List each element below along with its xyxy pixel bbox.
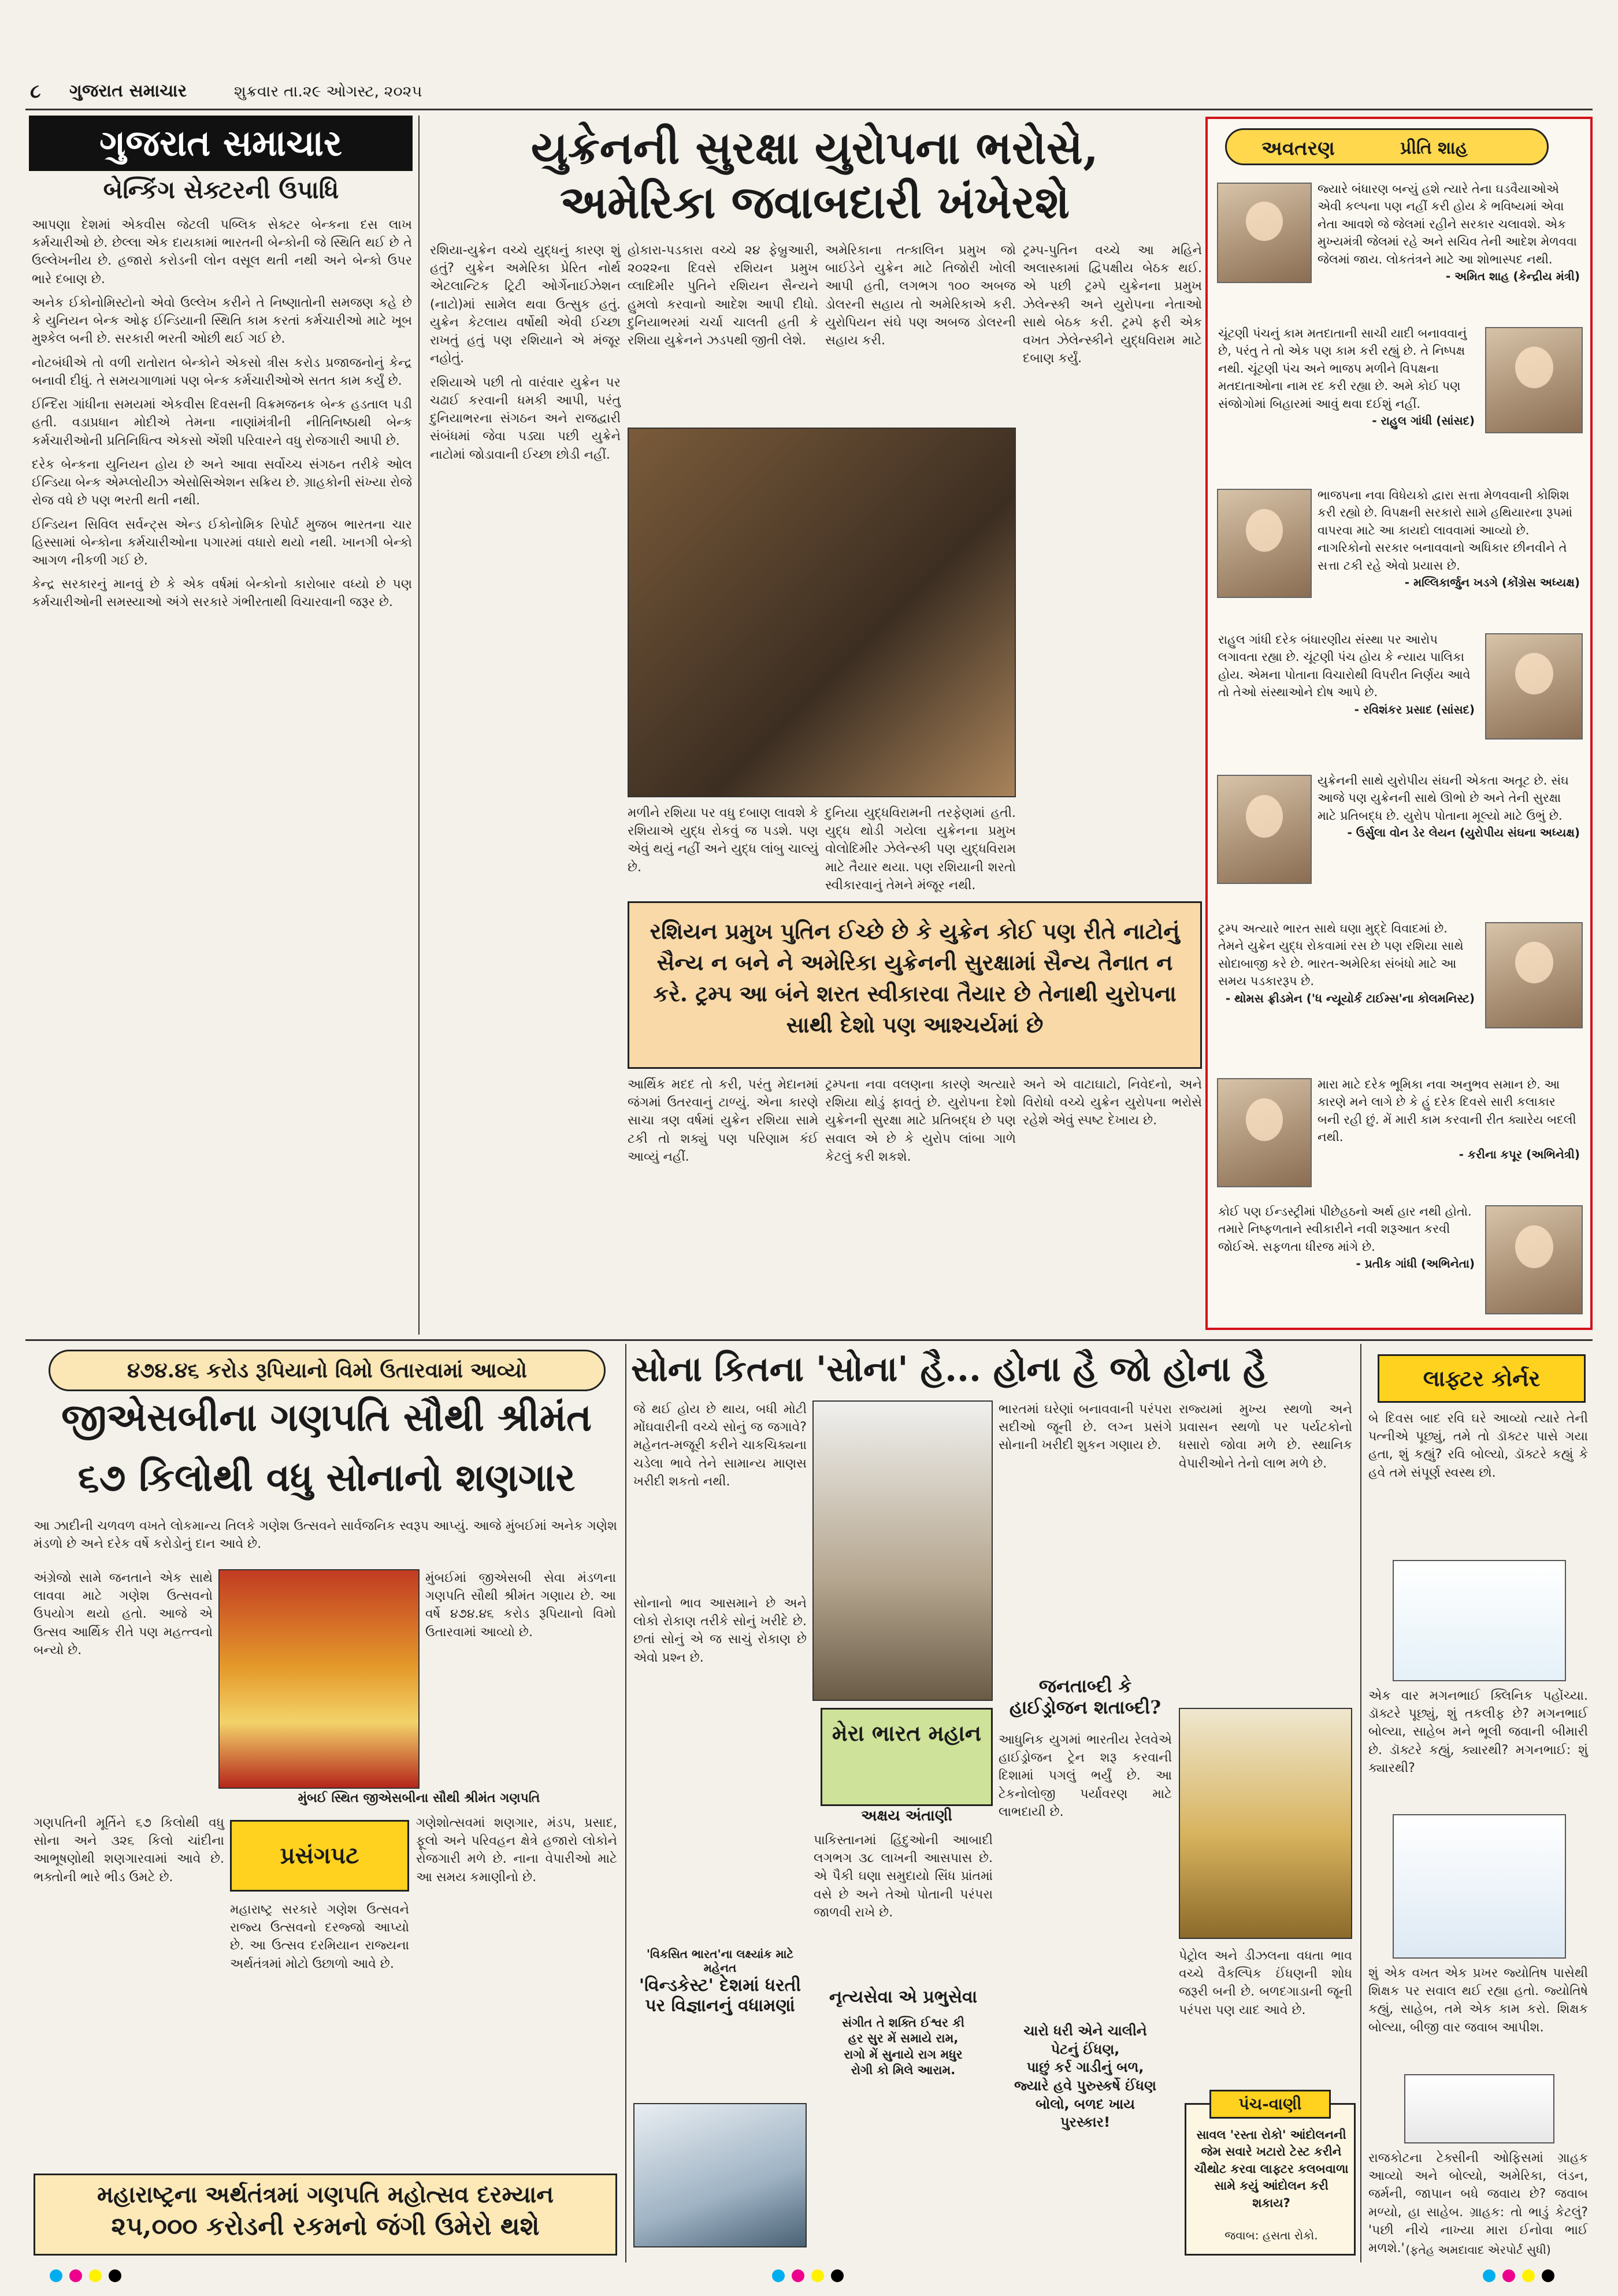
sona-para: સોનાનો ભાવ આસમાને છે અને લોકો રોકાણ તરીકે સોનું ખરીદે છે. છતાં સોનું એ જ સાચું રોકાણ છે એવો પ્રશ્ન છે. [633, 1596, 807, 1665]
section-rule [25, 1339, 1593, 1341]
ganpati-col-4 [230, 1901, 409, 2161]
quote-name: - પ્રતીક ગાંધી (અભિનેતા) [1356, 1257, 1475, 1271]
color-dot [89, 2269, 102, 2282]
pull-quote-text: રશિયન પ્રમુખ પુતિન ઈચ્છે છે કે યુક્રેન કોઈ પણ રીતે નાટોનું સૈન્ય ન બને ને અમેરિકા યુક્રેનની સુરક્ષામાં સૈન્ય તૈનાત ન કરે. ટ્રમ્પ આ બંને શરત સ્વીકારવા તૈયાર છે તેનાથી યુરોપના સાથી દેશો પણ આશ્ચર્યમાં છે [650, 918, 1180, 1038]
ukraine-col-4 [1023, 242, 1202, 877]
banking-title: બેન્કિંગ સેક્ટરની ઉપાધિ [103, 176, 339, 204]
ganpati-para: અંગ્રેજો સામે જનતાને એક સાથે લાવવા માટે ગણેશ ઉત્સવનો ઉપયોગ થયો હતો. આજે એ ઉત્સવ આર્થિક રીતે પણ મહત્ત્વનો બન્યો છે. [34, 1571, 213, 1658]
laughter-para: શું એક વખત એક પ્રખર જ્યોતિષ પાસેથી શિક્ષક પર સવાલ થઈ રહ્યા હતો. જ્યોતિષે કહ્યું, સાહેબ, તમે એક કામ કરો. શિક્ષક બોલ્યા, બીજી વાર જવાબ આપીશ. [1368, 1966, 1588, 2035]
sona-center-poem: ચારો ધરી એને ચાલીને પેટનું ઈંધણ, પાછું કર્ર ગાડીનું બળ, જ્યારે હવે પુરુસ્કર્ષે ઈંધણ બોલો, બળદ ખાય પુરસ્કાર! [1014, 2023, 1156, 2131]
ukraine-headline-2: અમેરિકા જવાબદારી ખંખેરશે [560, 176, 1070, 229]
ganpati-headline-1: જીએસબીના ગણપતિ સૌથી શ્રીમંત [61, 1395, 592, 1440]
ganpati-para: ગણપતિની મૂર્તિને ૬૭ કિલોથી વધુ સોના અને ૩૨૬ કિલો ચાંદીના આભૂષણોથી શણગારવામાં આવે છે. ભક્તોની ભારે ભીડ ઉમટે છે. [34, 1816, 224, 1885]
car-cartoon [1404, 2074, 1554, 2143]
ukraine-col-4c [1023, 1076, 1202, 1330]
ganpati-intro [34, 1517, 617, 1567]
quote-item [1318, 486, 1580, 625]
ukraine-para: રશિયા-યુક્રેન વચ્ચે યુદ્ધનું કારણ શું હતું? યુક્રેન અમેરિકા પ્રેરિત નોર્થ એટલાન્ટિક ટ્રિટી ઓર્ગેનાઈઝેશન (નાટો)માં સામેલ થવા ઉત્સુક હતું. યુક્રેન કેટલાય વર્ષોથી એવી ઈચ્છા રાખતું હતું પણ રશિયાને એ મંજૂર નહોતું. [430, 243, 621, 366]
sona-col-3 [999, 1400, 1172, 1666]
portrait-thomas-friedman [1485, 922, 1583, 1028]
sona-side-heading: જનતાબ્દી કે હાઈડ્રોજન શતાબ્દી? [1009, 1675, 1161, 1718]
avataran-tab [1225, 128, 1549, 165]
quote-text: ભાજપના નવા વિધેયકો દ્વારા સત્તા મેળવવાની કોશિશ કરી રહ્યો છે. વિપક્ષની સરકારો સામે હથિયારના રૂપમાં વાપરવા માટે આ કાયદો લાવવામાં આવ્યો છે. નાગરિકોનો સરકાર બનાવવાનો અધિકાર છીનવીને તે સત્તા ટકી રહે એવો પ્રયાસ છે. [1318, 488, 1573, 573]
quote-text: યુક્રેનની સાથે યુરોપીય સંઘની એકતા અતૂટ છે. સંઘ આજે પણ યુક્રેનની સાથે ઊભો છે અને તેની સુરક્ષા માટે પ્રતિબદ્ધ છે. યુરોપ પોતાના મૂલ્યો માટે ઉભું છે. [1318, 774, 1569, 823]
banking-para: કેન્દ્ર સરકારનું માનવું છે કે એક વર્ષમાં બેન્કોનો કારોબાર વધ્યો છે પણ કર્મચારીઓની સમસ્યાઓ અંગે સરકારે ગંભીરતાથી વિચારવાની જરૂર છે. [32, 577, 412, 610]
column-rule [625, 1344, 626, 2262]
ukraine-para: હોકારા-પડકારા વચ્ચે ૨૪ ફેબ્રુઆરી, ૨૦૨૨ના દિવસે રશિયન પ્રમુખ વ્લાદિમીર પુતિને રશિયન સૈન્યને હુમલો કરવાનો આદેશ આપી દીધો. દુનિયાભરમાં ચર્ચા ચાલતી હતી કે રશિયા યુક્રેનને ઝડપથી જીતી લેશે. [628, 243, 818, 348]
ganpati-kicker [49, 1350, 606, 1391]
laughter-para: રાજકોટના ટેક્સીની ઓફિસમાં ગ્રાહક આવ્યો અને બોલ્યો, અમેરિકા, લંડન, જર્મની, જાપાન બધે જવાય છે? જવાબ મળ્યો, હા સાહેબ. ગ્રાહક: તો ભાડું કેટલું? 'પછી નીચે નાખ્યા મારા ઈનોવા ભાઈ મળશે.' [1368, 2151, 1588, 2256]
panch-vani-text: સાવલ 'રસ્તા રોકો' આંદોલનની જેમ સવારે ખટારો ટેસ્ટ કરીને ચૌથોટ કરવા લાફ્ટર કલબવાળા સામે કયું આંદોલન કરી શકાય? [1194, 2128, 1349, 2210]
portrait-ursula-von-der-leyen [1217, 775, 1312, 884]
quote-name: - થોમસ ફ્રીડમેન ('ધ ન્યૂયોર્ક ટાઈમ્સ'ના કોલમનિસ્ટ) [1225, 991, 1475, 1005]
banking-para: અનેક ઈકોનોમિસ્ટોનો એવો ઉલ્લેખ કરીને તે નિષ્ણાતોની સમજણ કહે છે કે યુનિયન બેન્ક ઓફ ઈન્ડિયાની સ્થિતિ કામ કરતાં કર્મચારીઓ માટે ખૂબ મુશ્કેલ બની છે. સરકારી ભરતી ઓછી થઈ ગઈ છે. [32, 295, 412, 347]
quote-name: - ઉર્સુલા વોન ડેર લેયન (યુરોપીય સંઘના અધ્યક્ષ) [1347, 826, 1580, 840]
ukraine-para: અમેરિકાના તત્કાલિન પ્રમુખ જો બાઈડેને યુક્રેન માટે તિજોરી ખોલી આપી હતી, લગભગ ૧૦૦ અબજ ડોલરની સહાય તો અમેરિકાએ કરી. યુરોપિયન સંઘે પણ અબજ ડોલરની સહાય કરી. [825, 243, 1016, 348]
banking-para: ઈન્ડિયન સિવિલ સર્વન્ટ્સ એન્ડ ઈકોનોમિક રિપોર્ટ મુજબ ભારતના ચાર હિસ્સામાં બેન્કોના કર્મચારીઓના પગારમાં વધારો થયો નથી. ખાનગી બેન્કો આગળ નીકળી ગઈ છે. [32, 517, 412, 568]
portrait-amit-shah [1217, 183, 1312, 283]
ukraine-col-3 [825, 242, 1016, 423]
ganpati-para: આ ઝાદીની ચળવળ વખતે લોકમાન્ય તિલકે ગણેશ ઉત્સવને સાર્વજનિક સ્વરૂપ આપ્યું. આજે મુંબઈમાં અનેક ગણેશ મંડળો છે અને દરેક વર્ષે કરોડોનું દાન આવે છે. [34, 1519, 617, 1552]
color-dot [1483, 2269, 1495, 2282]
ukraine-para: આર્થિક મદદ તો કરી, પરંતુ મેદાનમાં જંગમાં ઉતરવાનું ટાળ્યું. એના કારણે સાચા ત્રણ વર્ષમાં યુક્રેન રશિયા સામે ટકી તો શક્યું પણ પરિણામ કંઈ આવ્યું નહીં. [628, 1078, 818, 1164]
sona-col-6 [999, 1731, 1172, 2014]
ukraine-para: ટ્રમ્પ-પુતિન વચ્ચે આ મહિને અલાસ્કામાં દ્વિપક્ષીય બેઠક થઈ. એ પછી ટ્રમ્પે યુક્રેનના પ્રમુખ ઝેલેન્સ્કી અને યુરોપના નેતાઓ સાથે બેઠક કરી. ટ્રમ્પે ફરી એક વખત ઝેલેન્સ્કીને યુદ્ધવિરામ માટે દબાણ કર્યું. [1023, 243, 1202, 366]
banking-para: ઈન્દિરા ગાંધીના સમયમાં એકવીસ દિવસની વિક્રમજનક બેન્ક હડતાલ પડી હતી. વડાપ્રધાન મોદીએ તેમના નાણાંમંત્રીની નીતિનિષ્ઠાથી બેન્ક કર્મચારીઓની પ્રતિનિધિત્વ એકસો એંશી પરિવારને વધુ રોજગારી આપી છે. [32, 397, 412, 448]
sona-para: ભારતમાં ઘરેણાં બનાવવાની પરંપરા સદીઓ જૂની છે. લગ્ન પ્રસંગે સોનાની ખરીદી શુકન ગણાય છે. [999, 1402, 1172, 1453]
laughter-tag [1378, 1354, 1586, 1403]
quote-text: જ્યારે બંધારણ બન્યું હશે ત્યારે તેના ઘડવૈયાઓએ એવી કલ્પના પણ નહીં કરી હોય કે ભવિષ્યમાં એવા નેતા આવશે જે જેલમાં રહીને સરકાર ચલાવશે. એક મુખ્યમંત્રી જેલમાં રહે અને સચિવ તેની આદેશ મેળવવા જેલમાં જાય. લોકતંત્રને માટે આ શોભાસ્પદ નથી. [1318, 182, 1577, 266]
ganpati-idol-photo [218, 1569, 420, 1789]
sona-para: રાજ્યમાં મુખ્ય સ્થળો અને પ્રવાસન સ્થળો પર પર્યટકોનો ધસારો જોવા મળે છે. સ્થાનિક વેપારીઓને તેનો લાભ મળે છે. [1179, 1402, 1352, 1471]
ganpati-para: મુંબઈમાં જીએસબી સેવા મંડળના ગણપતિ સૌથી શ્રીમંત ગણાય છે. આ વર્ષે ૪૭૪.૪૬ કરોડ રૂપિયાનો વિમો ઉતારવામાં આવ્યો છે. [425, 1571, 616, 1640]
quote-item [1218, 1203, 1475, 1324]
ganpati-col-3 [34, 1814, 224, 2161]
ukraine-para: મળીને રશિયા પર વધુ દબાણ લાવશે કે રશિયાએ યુદ્ધ રોકવું જ પડશે. પણ એવું થયું નહીં અને યુદ્ધ લાંબુ ચાલ્યું છે. [628, 806, 818, 875]
ukraine-para: દુનિયા યુદ્ધવિરામની તરફેણમાં હતી. યુદ્ધ થોડી ગયેલા યુક્રેનના પ્રમુખ વોલોદિમીર ઝેલેન્સ્કી પણ યુદ્ધવિરામ માટે તૈયાર થયા. પણ રશિયાની શરતો સ્વીકારવાનું તેમને મંજૂર નથી. [825, 806, 1016, 893]
ganpati-para: મહારાષ્ટ્ર સરકારે ગણેશ ઉત્સવને રાજ્ય ઉત્સવનો દરજ્જો આપ્યો છે. આ ઉત્સવ દરમિયાન રાજ્યના અર્થતંત્રમાં મોટો ઉછાળો આવે છે. [230, 1903, 409, 1971]
ukraine-headline-1: યુક્રેનની સુરક્ષા યુરોપના ભરોસે, [530, 122, 1099, 174]
quote-item [1318, 1076, 1580, 1194]
prasangpat-tag [230, 1820, 409, 1892]
sona-poem-title: નૃત્યસેવા એ પ્રભુસેવા [829, 1987, 978, 2007]
ganpati-footer-headline-2: ૨૫,૦૦૦ કરોડની રકમનો જંગી ઉમેરો થશે [111, 2212, 540, 2241]
header-rule [25, 109, 1593, 110]
quote-name: - મલ્લિકાર્જુન ખડગે (કોંગ્રેસ અધ્યક્ષ) [1404, 575, 1580, 590]
color-dot [792, 2269, 804, 2282]
sona-cart-photo [1179, 1708, 1352, 1939]
laughter-col-1 [1368, 1410, 1588, 1557]
ukraine-para: ટ્રમ્પના નવા વલણના કારણે અત્યારે રશિયા થોડું ફાવતું છે. યુરોપના દેશો યુક્રેનની સુરક્ષા માટે પ્રતિબદ્ધ છે પણ સવાલ એ છે કે યુરોપ લાંબા ગાળે કેટલું કરી શકશે. [825, 1078, 1016, 1164]
masthead-logo [29, 116, 413, 171]
ukraine-meeting-photo [628, 428, 1016, 797]
banking-para: દરેક બેન્કના યુનિયન હોય છે અને આવા સર્વોચ્ચ સંગઠન તરીકે ઓલ ઈન્ડિયા બેન્ક એમ્પ્લોયીઝ એસોસિએશન સક્રિય છે. ગ્રાહકોની સંખ્યા રોજે રોજ વધે છે પણ ભરતી થતી નથી. [32, 457, 412, 508]
mera-bharat-tag [821, 1708, 993, 1806]
panch-vani-box [1185, 2094, 1356, 2256]
header-dateline: શુક્રવાર તા.૨૯ ઓગસ્ટ, ૨૦૨૫ [234, 83, 422, 101]
sona-man-photo [812, 1400, 993, 1701]
banking-para: આપણા દેશમાં એકવીસ જેટલી પબ્લિક સેક્ટર બેન્કના દસ લાખ કર્મચારીઓ છે. છેલ્લા એક દાયકામાં ભારતની બેન્કોની જે સ્થિતિ થઈ છે તે ઉલ્લેખનીય છે. હજારો કરોડની લોન વસૂલ થતી નથી અને બેન્કો ઉપર ભારે દબાણ છે. [32, 218, 412, 287]
sona-para: જે થઈ હોય છે થાય, બધી મોટી મોંઘવારીની વચ્ચે સોનું જ જગાવે? મહેનત-મજૂરી કરીને ચાકચિક્યના ચડેલા ભાવે તેને સામાન્ય માણસ ખરીદી શકતો નથી. [633, 1402, 807, 1489]
banking-para: નોટબંધીએ તો વળી રાતોરાત બેન્કોને એકસો ત્રીસ કરોડ પ્રજાજનોનું કેન્દ્ર બનાવી દીધું. તે સમયગાળામાં પણ બેન્ક કર્મચારીઓએ સતત કામ કર્યું છે. [32, 355, 412, 388]
ganpati-footer-box [34, 2174, 617, 2256]
sona-photo-caption: 'વિકસિત ભારત'ના લક્ષ્યાંક માટે મહેનત [646, 1947, 794, 1975]
column-rule [418, 116, 420, 1335]
header-paper-name: ગુજરાત સમાચાર [69, 81, 187, 101]
sona-poem: સંગીત તે શક્તિ ઈશ્વર કી હર સુર મેં સમાયે રામ, રાગો મેં સુનાયે રાગ મધુર રોગી કો મિલે આરામ. [842, 2016, 964, 2077]
doctor-cartoon [1393, 1560, 1566, 1681]
color-dot [50, 2269, 62, 2282]
laughter-para: બે દિવસ બાદ રવિ ઘરે આવ્યો ત્યારે તેની પત્નીએ પૂછ્યું, તમે તો ડૉક્ટર પાસે ગયા હતા, શું કહ્યું? રવિ બોલ્યો, ડૉક્ટરે કહ્યું કે હવે તમે સંપૂર્ણ સ્વસ્થ છો. [1368, 1411, 1588, 1480]
quote-text: ટ્રમ્પ અત્યારે ભારત સાથે ઘણા મુદ્દે વિવાદમાં છે. તેમને યુક્રેન યુદ્ધ રોકવામાં રસ છે પણ રશિયા સાથે સોદાબાજી કરે છે. ભારત-અમેરિકા સંબંધો માટે આ સમય પડકારરૂપ છે. [1218, 922, 1464, 989]
laughter-col-2 [1368, 1687, 1588, 1808]
color-dot [69, 2269, 82, 2282]
prasangpat-tag-text: પ્રસંગપટ [280, 1842, 359, 1869]
masthead-logo-text: ગુજરાત સમાચાર [99, 122, 342, 164]
ukraine-col-1 [430, 242, 621, 1328]
quote-text: ચૂંટણી પંચનું કામ મતદાતાની સાચી યાદી બનાવવાનું છે, પરંતુ તે તો એક પણ કામ કરી રહ્યું છે. તે નિષ્પક્ષ નથી. ચૂંટણી પંચ અને ભાજપ મળીને વિપક્ષના મતદાતાઓના નામ રદ કરી રહ્યા છે. અમે કોઈ પણ સંજોગોમાં બિહારમાં આવું થવા દઈશું નહીં. [1218, 326, 1467, 411]
ukraine-col-3b [825, 804, 1016, 897]
ganpati-col-5 [416, 1814, 617, 2161]
confused-man-cartoon [1393, 1814, 1566, 1959]
sona-para: આધુનિક યુગમાં ભારતીય રેલવેએ હાઈડ્રોજન ટ્રેન શરૂ કરવાની દિશામાં પગલું ભર્યું છે. આ ટેકનોલોજી પર્યાવરણ માટે લાભદાયી છે. [999, 1733, 1172, 1819]
ukraine-col-2b [628, 804, 818, 897]
quote-item [1318, 180, 1580, 316]
sona-headline: સોના કિતના 'સોના' હૈ... હોના હૈ જો હોના હૈ [631, 1349, 1268, 1390]
sona-hospital-photo [633, 2103, 807, 2247]
column-rule [1360, 1344, 1361, 2262]
laughter-para: એક વાર મગનભાઈ ક્લિનિક પહોંચ્યા. ડૉક્ટરે પૂછ્યું, શું તકલીફ છે? મગનભાઈ બોલ્યા, સાહેબ મને ભૂલી જવાની બીમારી છે. ડૉક્ટરે કહ્યું, ક્યારથી? મગનભાઈ: શું ક્યારથી? [1368, 1689, 1588, 1775]
portrait-kareena-kapoor [1217, 1078, 1312, 1187]
portrait-rahul-gandhi [1485, 327, 1583, 433]
color-dot [772, 2269, 785, 2282]
sona-col-4 [1179, 1400, 1352, 1701]
ganpati-para: ગણેશોત્સવમાં શણગાર, મંડપ, પ્રસાદ, ફૂલો અને પરિવહન ક્ષેત્રે હજારો લોકોને રોજગારી મળે છે. નાના વેપારીઓ માટે આ સમય કમાણીનો છે. [416, 1816, 617, 1885]
ganpati-footer-headline-1: મહારાષ્ટ્રના અર્થતંત્રમાં ગણપતિ મહોત્સવ દરમ્યાન [97, 2181, 554, 2208]
sona-para: પાકિસ્તાનમાં હિંદુઓની આબાદી લગભગ ૩૮ લાખની આસપાસ છે. એ પૈકી ઘણા સમુદાયો સિંધ પ્રાંતમાં વસે છે અને તેઓ પોતાની પરંપરા જાળવી રાખે છે. [814, 1833, 993, 1920]
ukraine-col-3c [825, 1076, 1016, 1330]
sona-col-1 [633, 1400, 807, 1591]
color-dot [811, 2269, 824, 2282]
laughter-col-3 [1368, 1964, 1588, 2068]
sona-col-2 [633, 1595, 807, 1768]
ganpati-col-1 [34, 1569, 213, 1789]
color-dot [1502, 2269, 1515, 2282]
quote-text: રાહુલ ગાંધી દરેક બંધારણીય સંસ્થા પર આરોપ લગાવતા રહ્યા છે. ચૂંટણી પંચ હોય કે ન્યાય પાલિકા હોય. એમના પોતાના વિચારોથી વિપરીત નિર્ણય આવે તો તેઓ સંસ્થાઓને દોષ આપે છે. [1218, 633, 1471, 700]
sona-sub-headline: 'વિન્ડકેસ્ટ' દેશમાં ધરતી પર વિજ્ઞાનનું વધામણાં [639, 1975, 801, 2016]
sona-para: પેટ્રોલ અને ડીઝલના વધતા ભાવ વચ્ચે વૈકલ્પિક ઈંધણની શોધ જરૂરી બની છે. બળદગાડાની જૂની પરંપરા પણ યાદ આવે છે. [1179, 1949, 1352, 2018]
panch-vani-title: પંચ-વાણી [1209, 2090, 1331, 2119]
quote-item [1218, 325, 1475, 472]
registration-dots-right [1479, 2269, 1558, 2284]
color-dot [1542, 2269, 1554, 2282]
quote-item [1218, 920, 1475, 1064]
color-dot [109, 2269, 121, 2282]
quote-name: - રાહુલ ગાંધી (સાંસદ) [1372, 414, 1475, 428]
ganpati-kicker-text: ૪૭૪.૪૬ કરોડ રૂપિયાનો વિમો ઉતારવામાં આવ્યો [127, 1358, 527, 1383]
ukraine-col-2 [628, 242, 818, 423]
quote-item [1218, 631, 1475, 764]
panch-vani-credit: જવાબ: હસતા રોકો. [1224, 2228, 1318, 2242]
quote-text: મારા માટે દરેક ભૂમિકા નવા અનુભવ સમાન છે. આ કારણે મને લાગે છે કે હું દરેક દિવસે સારી કલાકાર બની રહી છું. મેં મારી કામ કરવાની રીત ક્યારેય બદલી નથી. [1318, 1078, 1576, 1145]
registration-dots-left [46, 2269, 125, 2284]
laughter-title: લાફ્ટર કોર્નર [1423, 1365, 1541, 1391]
quote-name: - રવિશંકર પ્રસાદ (સાંસદ) [1354, 702, 1475, 716]
color-dot [831, 2269, 844, 2282]
column-author: અક્ષય અંતાણી [861, 1807, 952, 1825]
portrait-pratik-gandhi [1485, 1205, 1583, 1314]
avataran-title: અવતરણ [1261, 137, 1335, 160]
color-dot [1522, 2269, 1535, 2282]
quote-name: - અમિત શાહ (કેન્દ્રીય મંત્રી) [1445, 269, 1580, 284]
ukraine-para: અને એ વાટાઘાટો, નિવેદનો, અને વિરોધો વચ્ચે યુક્રેન યુરોપના ભરોસે રહેશે એવું સ્પષ્ટ દેખાય છે. [1023, 1078, 1202, 1128]
mera-bharat-title: મેરા ભારત મહાન [832, 1720, 982, 1746]
ukraine-pull-quote [628, 901, 1202, 1069]
quote-text: કોઈ પણ ઈન્ડસ્ટ્રીમાં પીછેહઠનો અર્થ હાર નથી હોતો. તમારે નિષ્ફળતાને સ્વીકારીને નવી શરૂઆત કરવી જોઈએ. સફળતા ધીરજ માંગે છે. [1218, 1205, 1472, 1254]
portrait-mallikarjun-kharge [1217, 489, 1312, 598]
ganpati-col-2 [425, 1569, 616, 1789]
ukraine-para: રશિયાએ પછી તો વારંવાર યુક્રેન પર ચઢાઈ કરવાની ધમકી આપી, પરંતુ દુનિયાભરના સંગઠન અને રાજદ્વારી સંબંધમાં જેવા પડ્યા પછી યુક્રેને નાટોમાં જોડાવાની ઈચ્છા છોડી નહીં. [430, 375, 621, 462]
quote-name: - કરીના કપૂર (અભિનેત્રી) [1459, 1147, 1580, 1161]
ganpati-headline-2: ૬૭ કિલોથી વધુ સોનાનો શણગાર [77, 1455, 576, 1500]
page-number: ૮ [30, 80, 41, 103]
ganpati-photo-caption: મુંબઈ સ્થિત જીએસબીના સૌથી શ્રીમંત ગણપતિ [298, 1791, 540, 1805]
registration-dots-center [769, 2269, 847, 2284]
ukraine-col-2c [628, 1076, 818, 1330]
banking-article [32, 216, 412, 1325]
avataran-author: પ્રીતિ શાહ [1400, 138, 1468, 158]
avataran-box [1205, 117, 1593, 1330]
portrait-ravishankar-prasad [1485, 633, 1583, 740]
laughter-credit: (ફતેહ અમદાવાદ એરપોર્ટ સુધી) [1405, 2243, 1551, 2257]
page-header [0, 0, 1618, 110]
quote-item [1318, 772, 1580, 899]
sona-col-5 [814, 1831, 993, 1982]
